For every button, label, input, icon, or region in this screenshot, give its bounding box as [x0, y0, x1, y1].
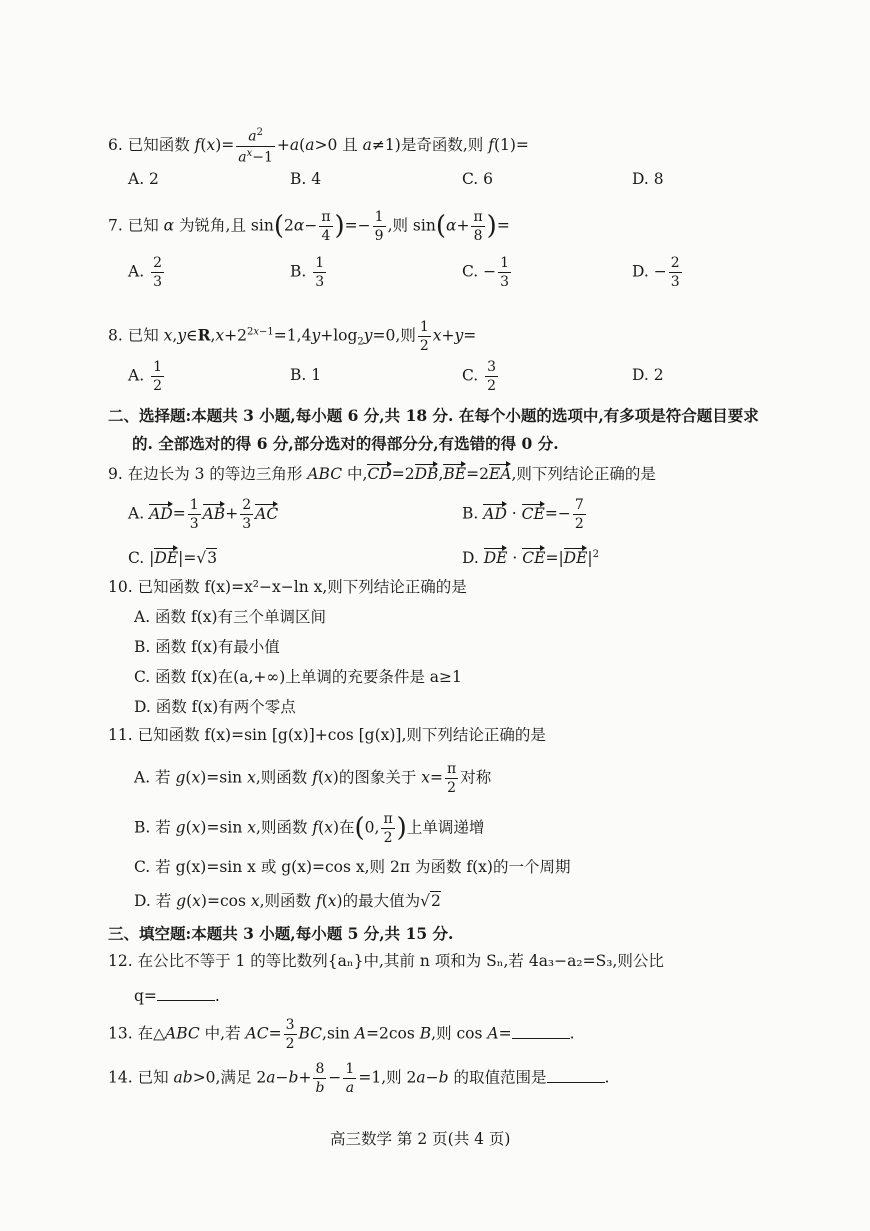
question-6: 6. 已知函数 f(x)= $\frac{a^2}{a^x-1}$ +a(a>0 且 a≠1)是奇函数,则 f(1)= [108, 127, 529, 166]
q6-option-c: C. 6 [462, 170, 494, 188]
q7-option-c: C. − $\frac{1}{3}$ [462, 255, 510, 290]
q6-option-d: D. 8 [632, 170, 664, 188]
question-7: 7. 已知 α 为锐角,且 sin(2α− $\frac{\pi}{4}$ )=− $\frac{1}{9}$ ,则 sin(α+ $\frac{\pi}{8}$ )= [108, 209, 510, 244]
q6-option-a: A. 2 [128, 170, 159, 188]
q10-option-c: C. 函数 f(x)在(a,+∞)上单调的充要条件是 a≥1 [134, 668, 462, 686]
q7-option-a: A. $\frac{2}{3}$ [128, 255, 162, 290]
q8-option-a: A. $\frac{1}{2}$ [128, 359, 162, 394]
q11-option-a: A. 若 g(x)=sin x,则函数 f(x)的图象关于 x= $\frac{\pi}{2}$ 对称 [134, 761, 492, 796]
question-8: 8. 已知 $x,y\in R,x+2^{2x-1}=1,4y+\log_2y=0$,则 $\frac{1}{2}$ x+y= [108, 319, 477, 354]
question-13: 13. 在△ABC 中,若 AC= $\frac{3}{2}$ BC,sin A=2cos B,则 cos A= . [108, 1017, 575, 1052]
q7-option-d: D. − $\frac{2}{3}$ [632, 255, 680, 290]
section-2-line1: 二、选择题:本题共 3 小题,每小题 6 分,共 18 分. 在每个小题的选项中,有多项是符合题目要求 [108, 406, 759, 425]
q10-option-b: B. 函数 f(x)有最小值 [134, 638, 280, 656]
q9-option-b: B. AD · CE=− $\frac{7}{2}$ [462, 497, 584, 532]
q8-option-d: D. 2 [632, 366, 664, 384]
q11-option-d: D. 若 g(x)=cos x,则函数 f(x)的最大值为√2 [134, 892, 441, 910]
q9-option-a: A. AD= $\frac{1}{3}$ AB+ $\frac{2}{3}$ AC [128, 497, 279, 532]
question-10: 10. 已知函数 f(x)=x²−x−ln x,则下列结论正确的是 [108, 578, 467, 596]
section-2-line2: 的. 全部选对的得 6 分,部分选对的得部分分,有选错的得 0 分. [132, 434, 559, 453]
question-12-line2: q= . [134, 987, 220, 1005]
q10-option-a: A. 函数 f(x)有三个单调区间 [134, 608, 327, 626]
question-14: 14. 已知 ab>0,满足 2a−b+ $\frac{8}{b}$ − $\frac{1}{a}$ =1,则 2a−b 的取值范围是 . [108, 1061, 610, 1096]
q9-option-d: D. DE · $CE=|DE|^2$ [462, 548, 600, 567]
q12-answer-blank[interactable] [157, 988, 215, 1001]
q8-option-b: B. 1 [290, 366, 322, 384]
section-3: 三、填空题:本题共 3 小题,每小题 5 分,共 15 分. [108, 924, 454, 943]
q14-answer-blank[interactable] [547, 1070, 605, 1083]
q12-prefix: q= [134, 987, 157, 1005]
q6-option-b: B. 4 [290, 170, 322, 188]
q8-option-c: C. $\frac{3}{2}$ [462, 359, 497, 394]
q7-option-b: B. $\frac{1}{3}$ [290, 255, 325, 290]
q10-option-d: D. 函数 f(x)有两个零点 [134, 698, 296, 716]
question-11: 11. 已知函数 f(x)=sin [g(x)]+cos [g(x)],则下列结论正确的是 [108, 726, 546, 744]
question-9: 9. 在边长为 3 的等边三角形 ABC 中,CD=2DB,BE=2EA,则下列结论正确的是 [108, 465, 656, 483]
page-footer: 高三数学 第 2 页(共 4 页) [330, 1130, 511, 1148]
q13-answer-blank[interactable] [512, 1026, 570, 1039]
q9-option-c: C. |DE|=√3 [128, 549, 218, 567]
question-12-line1: 12. 在公比不等于 1 的等比数列{aₙ}中,其前 n 项和为 Sₙ,若 4a₃−a₂=S₃,则公比 [108, 952, 664, 970]
q11-option-c: C. 若 g(x)=sin x 或 g(x)=cos x,则 2π 为函数 f(x)的一个周期 [134, 858, 571, 876]
q11-option-b: B. 若 g(x)=sin x,则函数 f(x)在(0, $\frac{\pi}{2}$ )上单调递增 [134, 811, 485, 846]
